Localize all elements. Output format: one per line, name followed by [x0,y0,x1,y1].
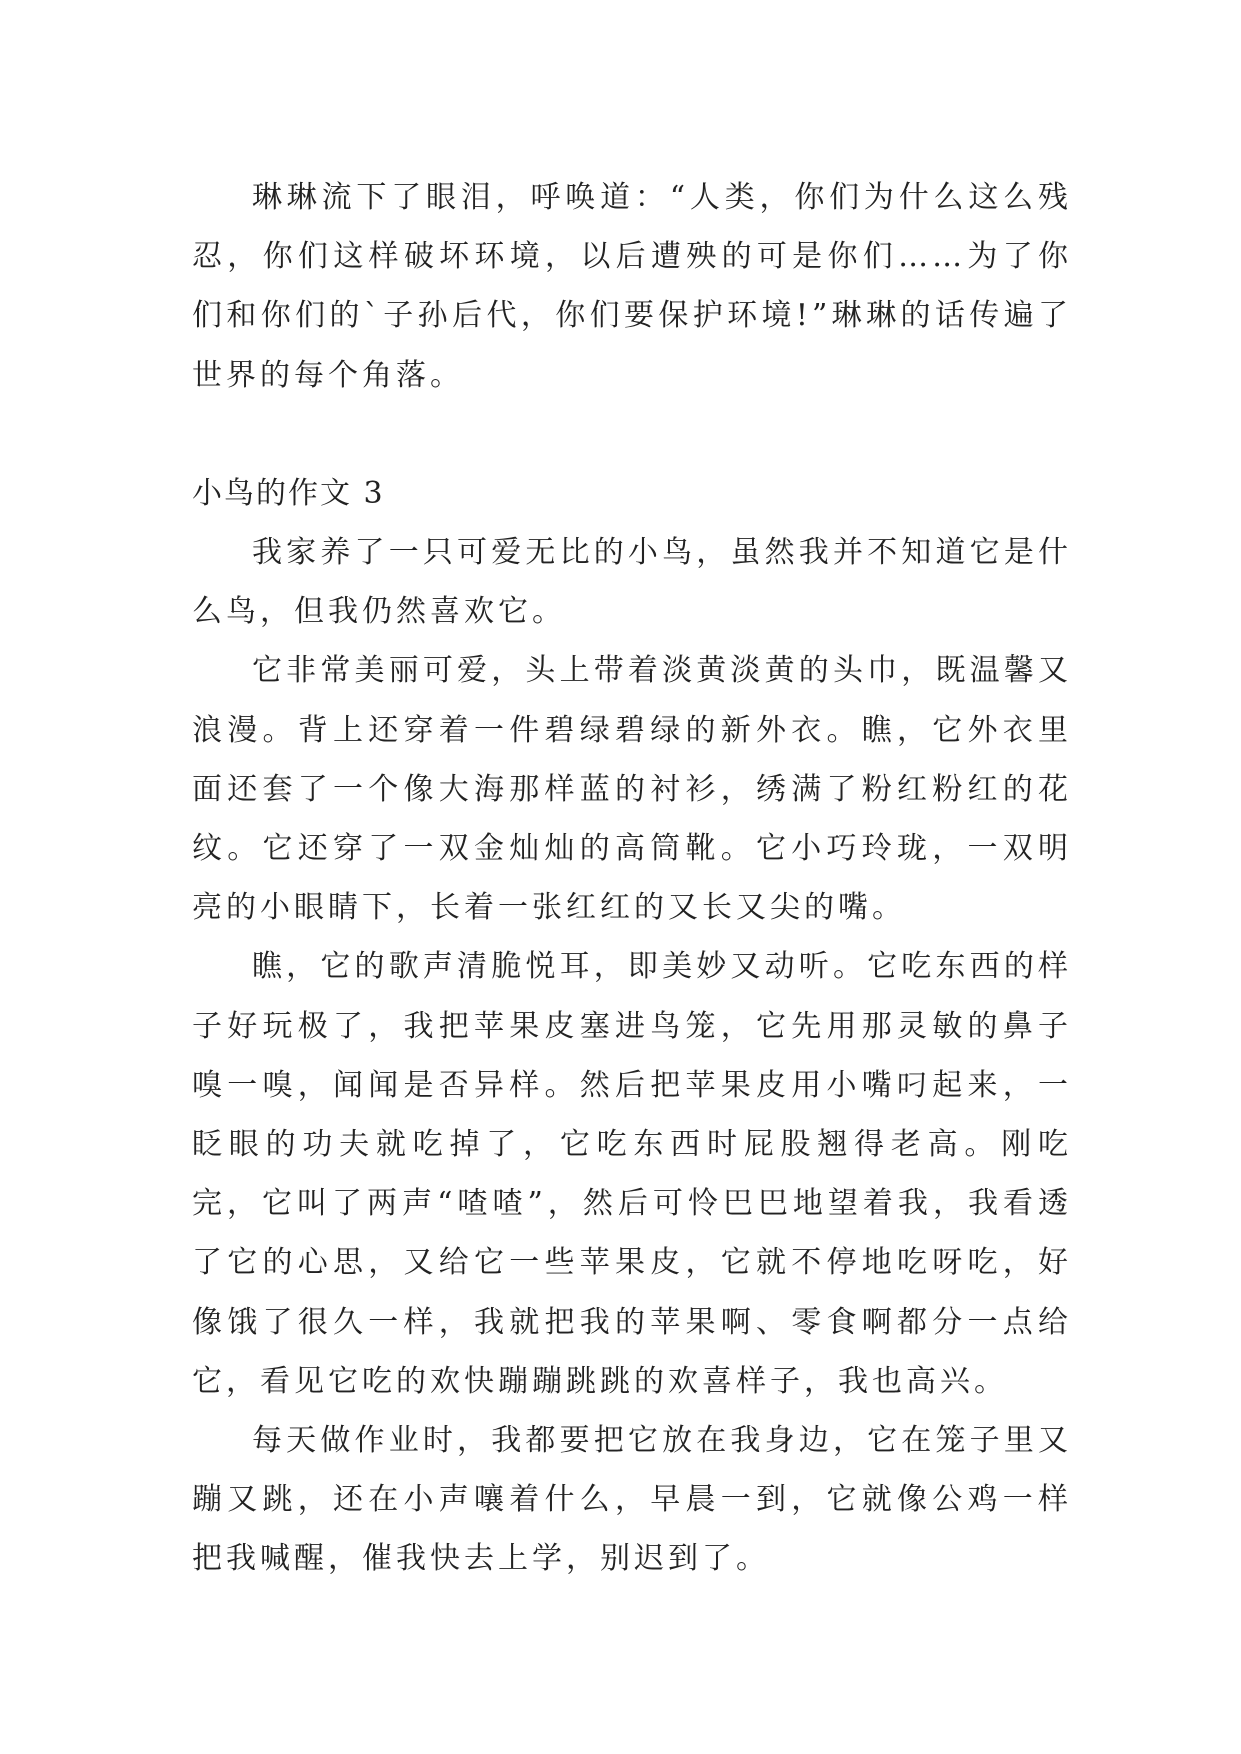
document-page [192,168,1072,1589]
paragraph: 琳琳流下了眼泪，呼唤道：“人类，你们为什么这么残忍，你们这样破坏环境，以后遭殃的可是你们……为了你们和你们的`子孙后代，你们要保护环境!”琳琳的话传遍了世界的每个角落。 [192,180,1072,393]
paragraph: 它非常美丽可爱，头上带着淡黄淡黄的头巾，既温馨又浪漫。背上还穿着一件碧绿碧绿的新外衣。瞧，它外衣里面还套了一个像大海那样蓝的衬衫，绣满了粉红粉红的花纹。它还穿了一双金灿灿的高筒靴。它小巧玲珑，一双明亮的小眼睛下，长着一张红红的又长又尖的嘴。 [192,653,1072,926]
paragraph: 瞧，它的歌声清脆悦耳，即美妙又动听。它吃东西的样子好玩极了，我把苹果皮塞进鸟笼，它先用那灵敏的鼻子嗅一嗅，闻闻是否异样。然后把苹果皮用小嘴叼起来，一眨眼的功夫就吃掉了，它吃东西时屁股翘得老高。刚吃完，它叫了两声“喳喳”，然后可怜巴巴地望着我，我看透了它的心思，又给它一些苹果皮，它就不停地吃呀吃，好像饿了很久一样，我就把我的苹果啊、零食啊都分一点给它，看见它吃的欢快蹦蹦跳跳的欢喜样子，我也高兴。 [192,949,1072,1399]
paragraph: 每天做作业时，我都要把它放在我身边，它在笼子里又蹦又跳，还在小声嚷着什么，早晨一到，它就像公鸡一样把我喊醒，催我快去上学，别迟到了。 [192,1423,1072,1577]
section-heading: 小鸟的作文 3 [192,475,385,511]
paragraph: 我家养了一只可爱无比的小鸟，虽然我并不知道它是什么鸟，但我仍然喜欢它。 [192,535,1072,630]
